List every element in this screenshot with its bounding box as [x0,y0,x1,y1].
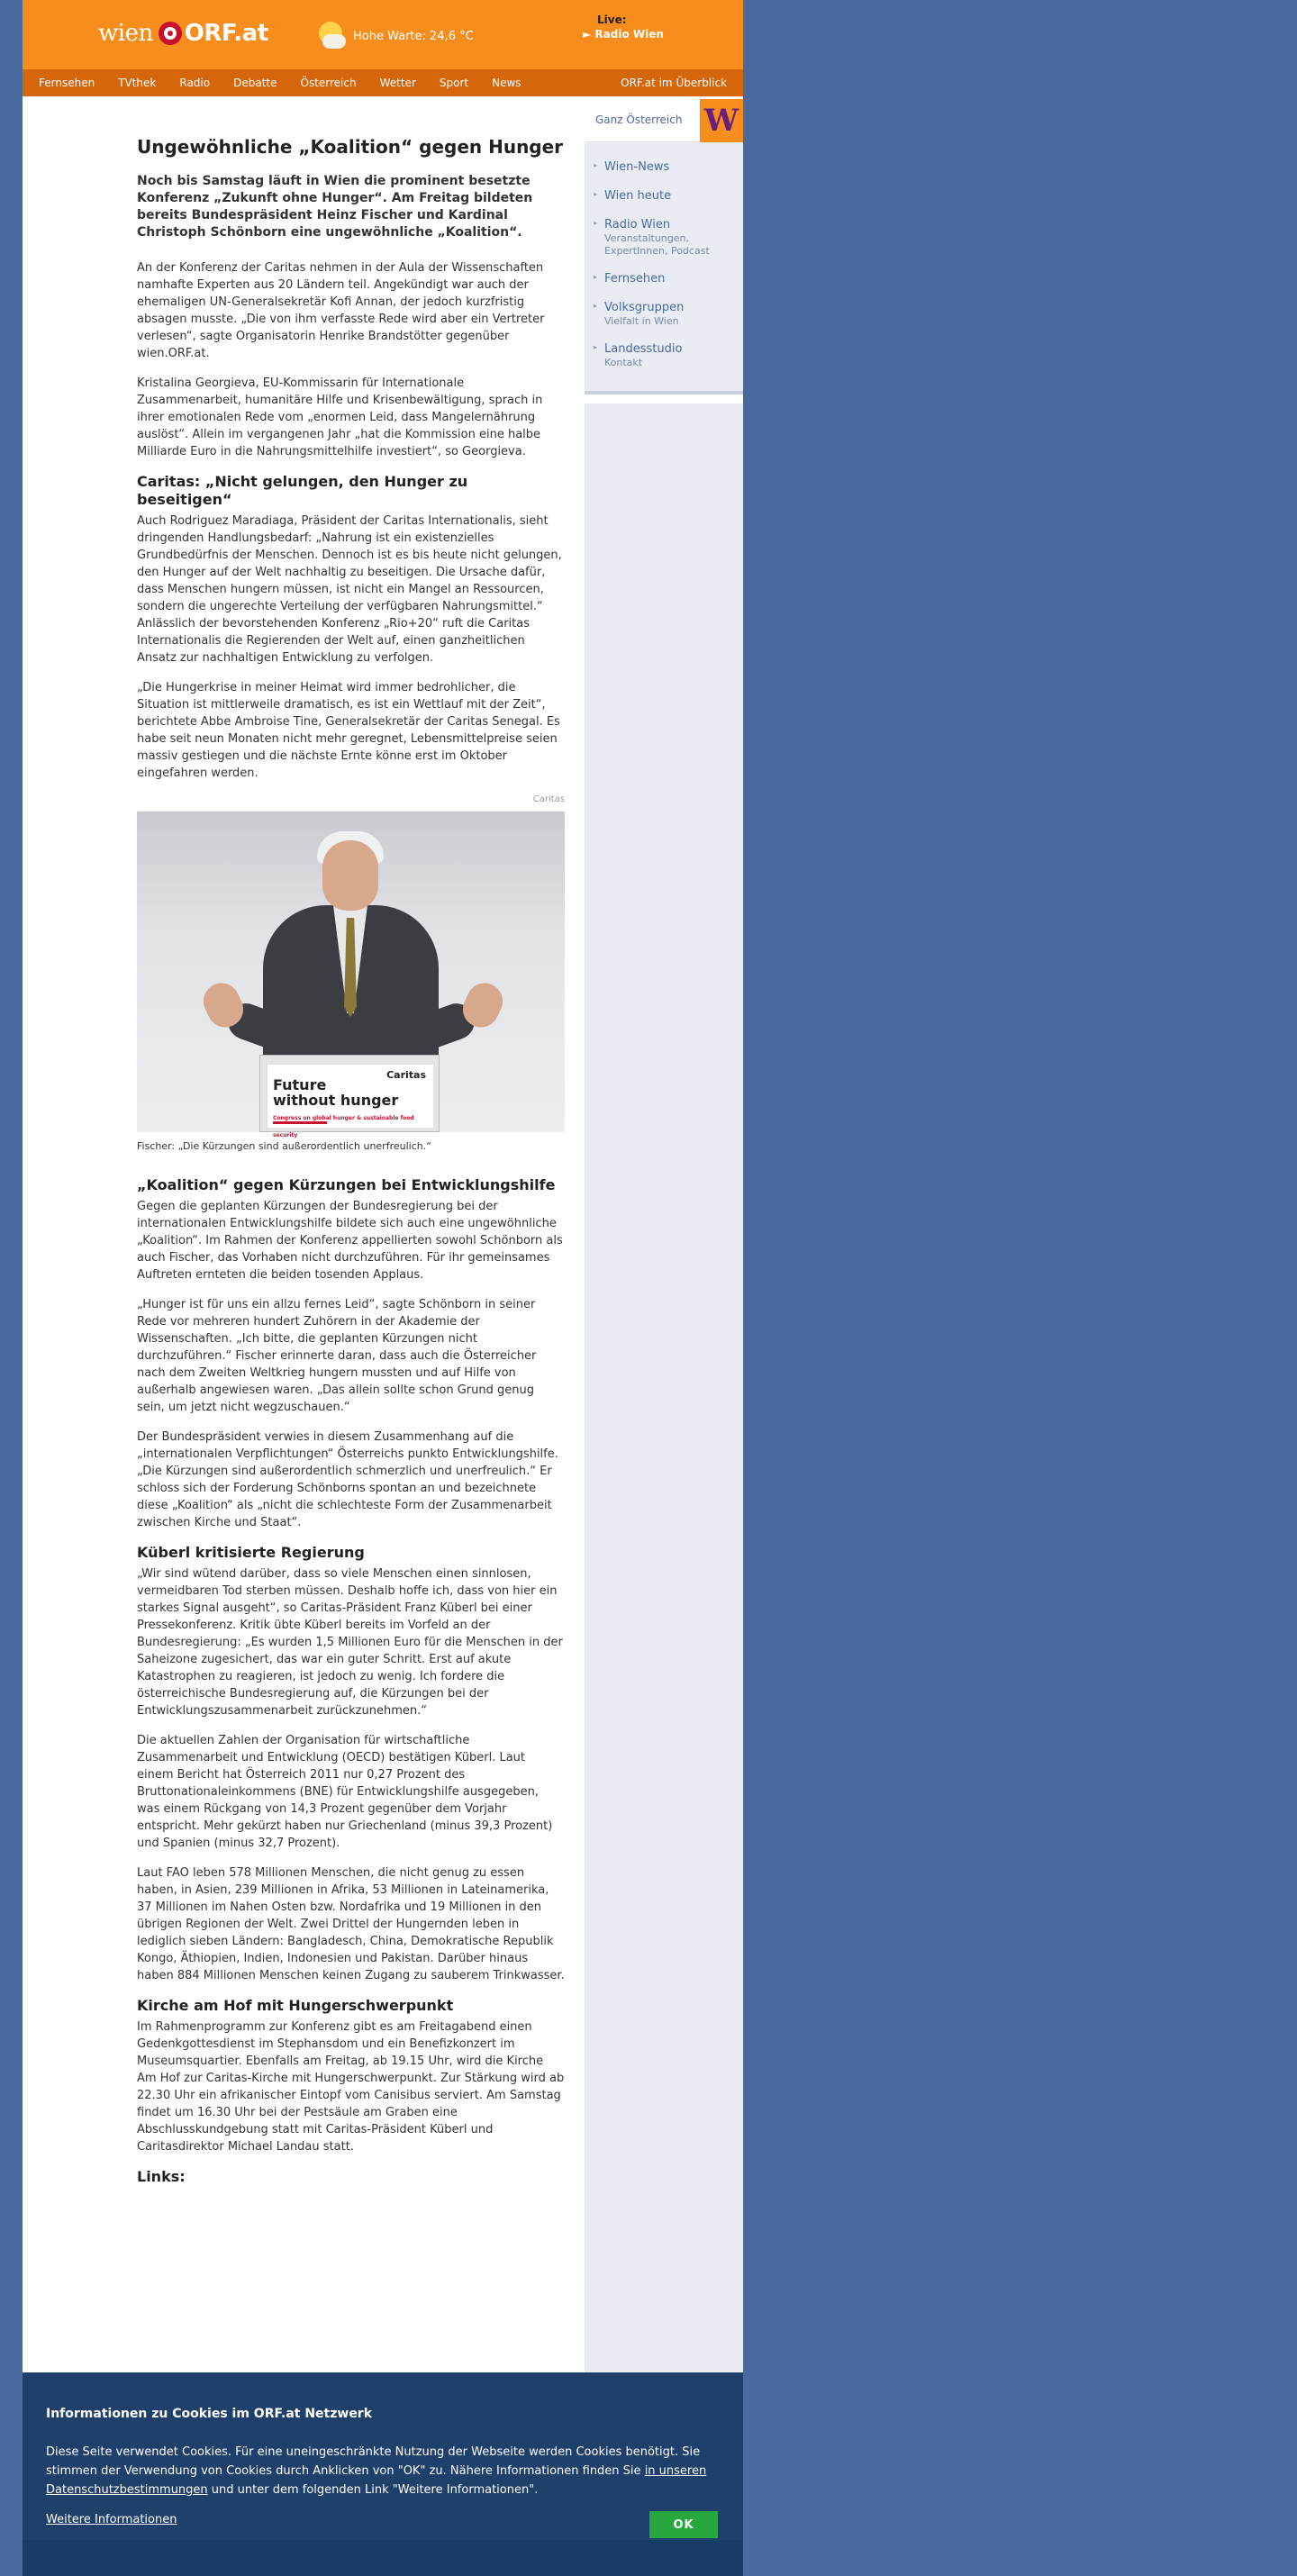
live-station-link[interactable]: ► Radio Wien [583,28,664,41]
nav-item-radio[interactable]: Radio [179,77,211,89]
weather-widget[interactable] [315,20,474,52]
more-info-link[interactable]: Weitere Informationen [46,2513,177,2526]
article-paragraph: Die aktuellen Zahlen der Organisation für wirtschaftliche Zusammenarbeit und Entwicklung (OECD) bestätigen Küberl. Laut einem Bericht hat Österreich 2011 nur 0,27 Prozent des Bruttonationaleinkommens (BNE) für Entwicklungshilfe ausgegeben, was einem Rückgang von 14,3 Prozent gegenüber dem Vorjahr entspricht. Mehr gekürzt haben nur Griechenland (minus 39,3 Prozent) und Spanien (minus 32,7 Prozent). [137,1734,553,1850]
sidebar-item-wien-heute[interactable] [585,182,743,211]
article-paragraph: Kristalina Georgieva, EU-Kommissarin für Internationale Zusammenarbeit, humanitäre Hilfe und Krisenbewältigung, sprach in ihrer emotionalen Rede vom „enormen Leid, dass Mangelernährung auslöst“. Allein im vergangenen Jahr „hat die Kommission eine halbe Milliarde Euro in die Nahrungsmittelhilfe investiert“, so Georgieva. [137,376,543,458]
article-paragraph: „Wir sind wütend darüber, dass so viele Menschen einen sinnlosen, vermeidbaren Tod sterben müssen. Deshalb hoffe ich, dass von hier ein starkes Signal ausgeht“, so Caritas-Präsident Franz Küberl bei einer Pressekonferenz. Kritik übte Küberl bereits im Vorfeld an der Bundesregierung: „Es wurden 1,5 Millionen Euro für die Menschen in der Saheizone zugesichert, das war ein guter Schritt. Erst auf akute Katastrophen zu reagieren, ist jedoch zu wenig. Ich fordere die österreichische Bundesregierung auf, die Kürzungen bei der Entwicklungszusammenarbeit zurückzunehmen.“ [137,1567,563,1718]
nav-item-fernsehen[interactable]: Fernsehen [39,77,95,89]
live-label: Live: [597,14,627,26]
nav-item-oesterreich[interactable]: Österreich [300,77,357,89]
cookie-title: Informationen zu Cookies im ORF.at Netzwerk [46,2407,373,2421]
sidebar-item-title: ▸ Wien heute [604,189,672,203]
nav-item-news[interactable]: News [492,77,522,89]
article [137,135,565,2185]
cookie-banner [23,2372,743,2576]
nav-item-debatte[interactable]: Debatte [233,77,277,89]
wien-orf-logo[interactable] [98,20,268,47]
privacy-policy-link[interactable]: in unseren Datenschutzbestimmungen [46,2464,707,2497]
nav-item-tvthek[interactable]: TVthek [118,77,157,89]
sidebar-item-wien-news[interactable] [585,153,743,182]
article-paragraph: Gegen die geplanten Kürzungen der Bundesregierung bei der internationalen Entwicklungshilfe bildete sich auch eine ungewöhnliche „Koalition“. Im Rahmen der Konferenz appellierten sowohl Schönborn als auch Fischer, das Vorhaben nicht durchzuführen. Für ihr gemeinsames Auftreten ernteten die beiden tosenden Applaus. [137,1200,563,1282]
sidebar-item-title: ▸ Landesstudio [604,342,683,356]
article-photo [137,812,565,1138]
nav-item-wetter[interactable]: Wetter [379,77,416,89]
article-subheading: Kirche am Hof mit Hungerschwerpunkt [137,1997,454,2014]
region-selector[interactable]: Ganz Österreich [595,113,683,126]
wien-brand-icon [700,99,743,142]
podium-brand: Caritas [386,1069,426,1081]
logo-orf-text: ORF.at [184,20,268,47]
article-paragraph: An der Konferenz der Caritas nehmen in der Aula der Wissenschaften namhafte Experten aus 20 Ländern teil. Angekündigt war auch der ehemaligen UN-Generalsekretär Kofi Annan, der jedoch kurzfristig absagen musste. „Die von ihm verfasste Rede wird aber ein Vertreter verlesen“, sagte Organisatorin Henrike Brandstötter gegenüber wien.ORF.at. [137,261,545,360]
article-paragraph: „Die Hungerkrise in meiner Heimat wird immer bedrohlicher, die Situation ist mittlerweile dramatisch, es ist ein Wettlauf mit der Zeit“, berichtete Abbe Ambroise Tine, Generalsekretär der Caritas Senegal. Es habe seit neun Monaten nicht mehr geregnet, Lebensmittelpreise seien massiv gestiegen und die nächste Ernte könne erst im Oktober eingefahren werden. [137,681,560,780]
cookie-text: Diese Seite verwendet Cookies. Für eine uneingeschränkte Nutzung der Webseite werden Cookies benötigt. Sie stimmen der Verwendung von Cookies durch Anklicken von "OK" zu. Nähere Informationen finden Sie in unseren Datenschutzbestimmungen und unter dem folgenden Link "Weitere Informationen". [46,2445,707,2497]
logo-wien-text: wien [98,20,153,47]
podium [259,1055,440,1138]
main-nav [23,69,743,96]
sidebar-item-desc: Kontakt [604,357,643,368]
article-paragraph: Im Rahmenprogramm zur Konferenz gibt es am Freitagabend einen Gedenkgottesdienst im Stephansdom und ein Benefizkonzert im Museumsquartier. Ebenfalls am Freitag, ab 19.15 Uhr, wird die Kirche Am Hof zur Caritas-Kirche mit Hungerschwerpunkt. Zur Stärkung wird ab 22.30 Uhr ein afrikanischer Eintopf vom Canisibus serviert. Am Samstag findet um 16.30 Uhr bei der Pestsäule am Graben eine Abschlusskundgebung statt mit Caritas-Präsident Küberl und Caritasdirektor Michael Landau statt. [137,2020,565,2154]
sidebar-item-landesstudio[interactable] [585,335,743,376]
sidebar-item-title: ▸ Volksgruppen [604,301,685,314]
nav-item-sport[interactable]: Sport [439,77,469,89]
weather-text: Hohe Warte: 24,6 °C [353,29,474,43]
podium-sub: Congress on global hunger & sustainable food security [273,1115,414,1138]
sidebar-list [585,142,743,395]
article-paragraph: Der Bundespräsident verwies in diesem Zusammenhang auf die „internationalen Verpflichtungen“ Österreichs punkto Entwicklungshilfe. „Die Kürzungen sind außerordentlich schmerzlich und unerfreulich.“ Er schloss sich der Forderung Schönborns spontan an und bezeichnete diese „Koalition“ als „nicht die schlechteste Form der Zusammenarbeit zwischen Kirche und Staat“. [137,1430,558,1529]
sidebar-item-fernsehen[interactable] [585,265,743,294]
article-lead: Noch bis Samstag läuft in Wien die prominent besetzte Konferenz „Zukunft ohne Hunger“. Am Freitag bildeten bereits Bundespräsident Heinz Fischer und Kardinal Christoph Schönborn eine ungewöhnliche „Koalition“. [137,174,533,240]
article-subheading: Küberl kritisierte Regierung [137,1544,365,1561]
sidebar-item-title: ▸ Radio Wien [604,218,671,231]
sidebar-item-radio-wien[interactable] [585,211,743,265]
header-bar [23,0,743,69]
sidebar [585,99,743,395]
brand-letter: W [703,103,739,139]
podium-line2: without hunger [273,1092,399,1109]
article-subheading: „Koalition“ gegen Kürzungen bei Entwicklungshilfe [137,1176,556,1193]
article-subheading: Caritas: „Nicht gelungen, den Hunger zu beseitigen“ [137,473,468,508]
nav-overview-link[interactable]: ORF.at im Überblick [621,77,727,89]
sidebar-item-desc: Veranstaltungen, ExpertInnen, Podcast [604,232,710,257]
sidebar-item-title: ▸ Fernsehen [604,272,666,286]
live-radio[interactable] [583,13,664,41]
links-heading: Links: [137,2168,186,2185]
cookie-ok-button[interactable]: OK [649,2511,718,2538]
article-title: Ungewöhnliche „Koalition“ gegen Hunger [137,136,564,158]
photo-caption: Fischer: „Die Kürzungen sind außerordentlich unerfreulich.“ [137,1140,431,1152]
article-paragraph: Laut FAO leben 578 Millionen Menschen, die nicht genug zu essen haben, in Asien, 239 Millionen in Afrika, 53 Millionen in Lateinamerika, 37 Millionen im Nahen Osten bzw. Nordafrika und 19 Millionen in den übrigen Regionen der Welt. Zwei Drittel der Hungernden leben in lediglich sieben Ländern: Bangladesch, China, Demokratische Republik Kongo, Äthiopien, Indien, Indonesien und Pakistan. Darüber hinaus haben 884 Millionen Menschen keinen Zugang zu sauberem Trinkwasser. [137,1866,565,1982]
partly-cloudy-icon [315,20,348,52]
sidebar-header [585,99,743,142]
podium-line1: Future [273,1076,327,1093]
sidebar-item-volksgruppen[interactable] [585,294,743,335]
sidebar-item-desc: Vielfalt in Wien [604,315,679,327]
photo-credit: Caritas [532,794,565,804]
article-paragraph: „Hunger ist für uns ein allzu fernes Leid“, sagte Schönborn in seiner Rede vor mehreren hundert Zuhörern in der Akademie der Wissenschaften. „Ich bitte, die geplanten Kürzungen nicht durchzuführen.“ Fischer erinnerte daran, dass auch die Österreicher nach dem Zweiten Weltkrieg hungern mussten und auf Hilfe von außerhalb angewiesen waren. „Das allein sollte schon Grund genug sein, um jetzt nicht wegzuschauen.“ [137,1298,537,1414]
sidebar-background [585,404,743,2576]
sidebar-item-title: ▸ Wien-News [604,160,670,174]
article-paragraph: Auch Rodriguez Maradiaga, Präsident der Caritas Internationalis, sieht dringenden Handlungsbedarf: „Nahrung ist ein existenzielles Grundbedürfnis der Menschen. Dennoch ist es bis heute nicht gelungen, den Hunger auf der Welt nachhaltig zu beseitigen. Die Ursache dafür, dass Menschen hungern müssen, ist nicht ein Mangel an Ressourcen, sondern die ungerechte Verteilung der verfügbaren Nahrungsmittel.“ Anlässlich der bevorstehenden Konferenz „Rio+20“ ruft die Caritas Internationalis die Regierenden der Welt auf, einen ganzheitlichen Ansatz zur nachhaltigen Entwicklung zu verfolgen. [137,514,562,665]
site-container [23,0,743,2576]
orf-eye-icon [159,22,182,45]
